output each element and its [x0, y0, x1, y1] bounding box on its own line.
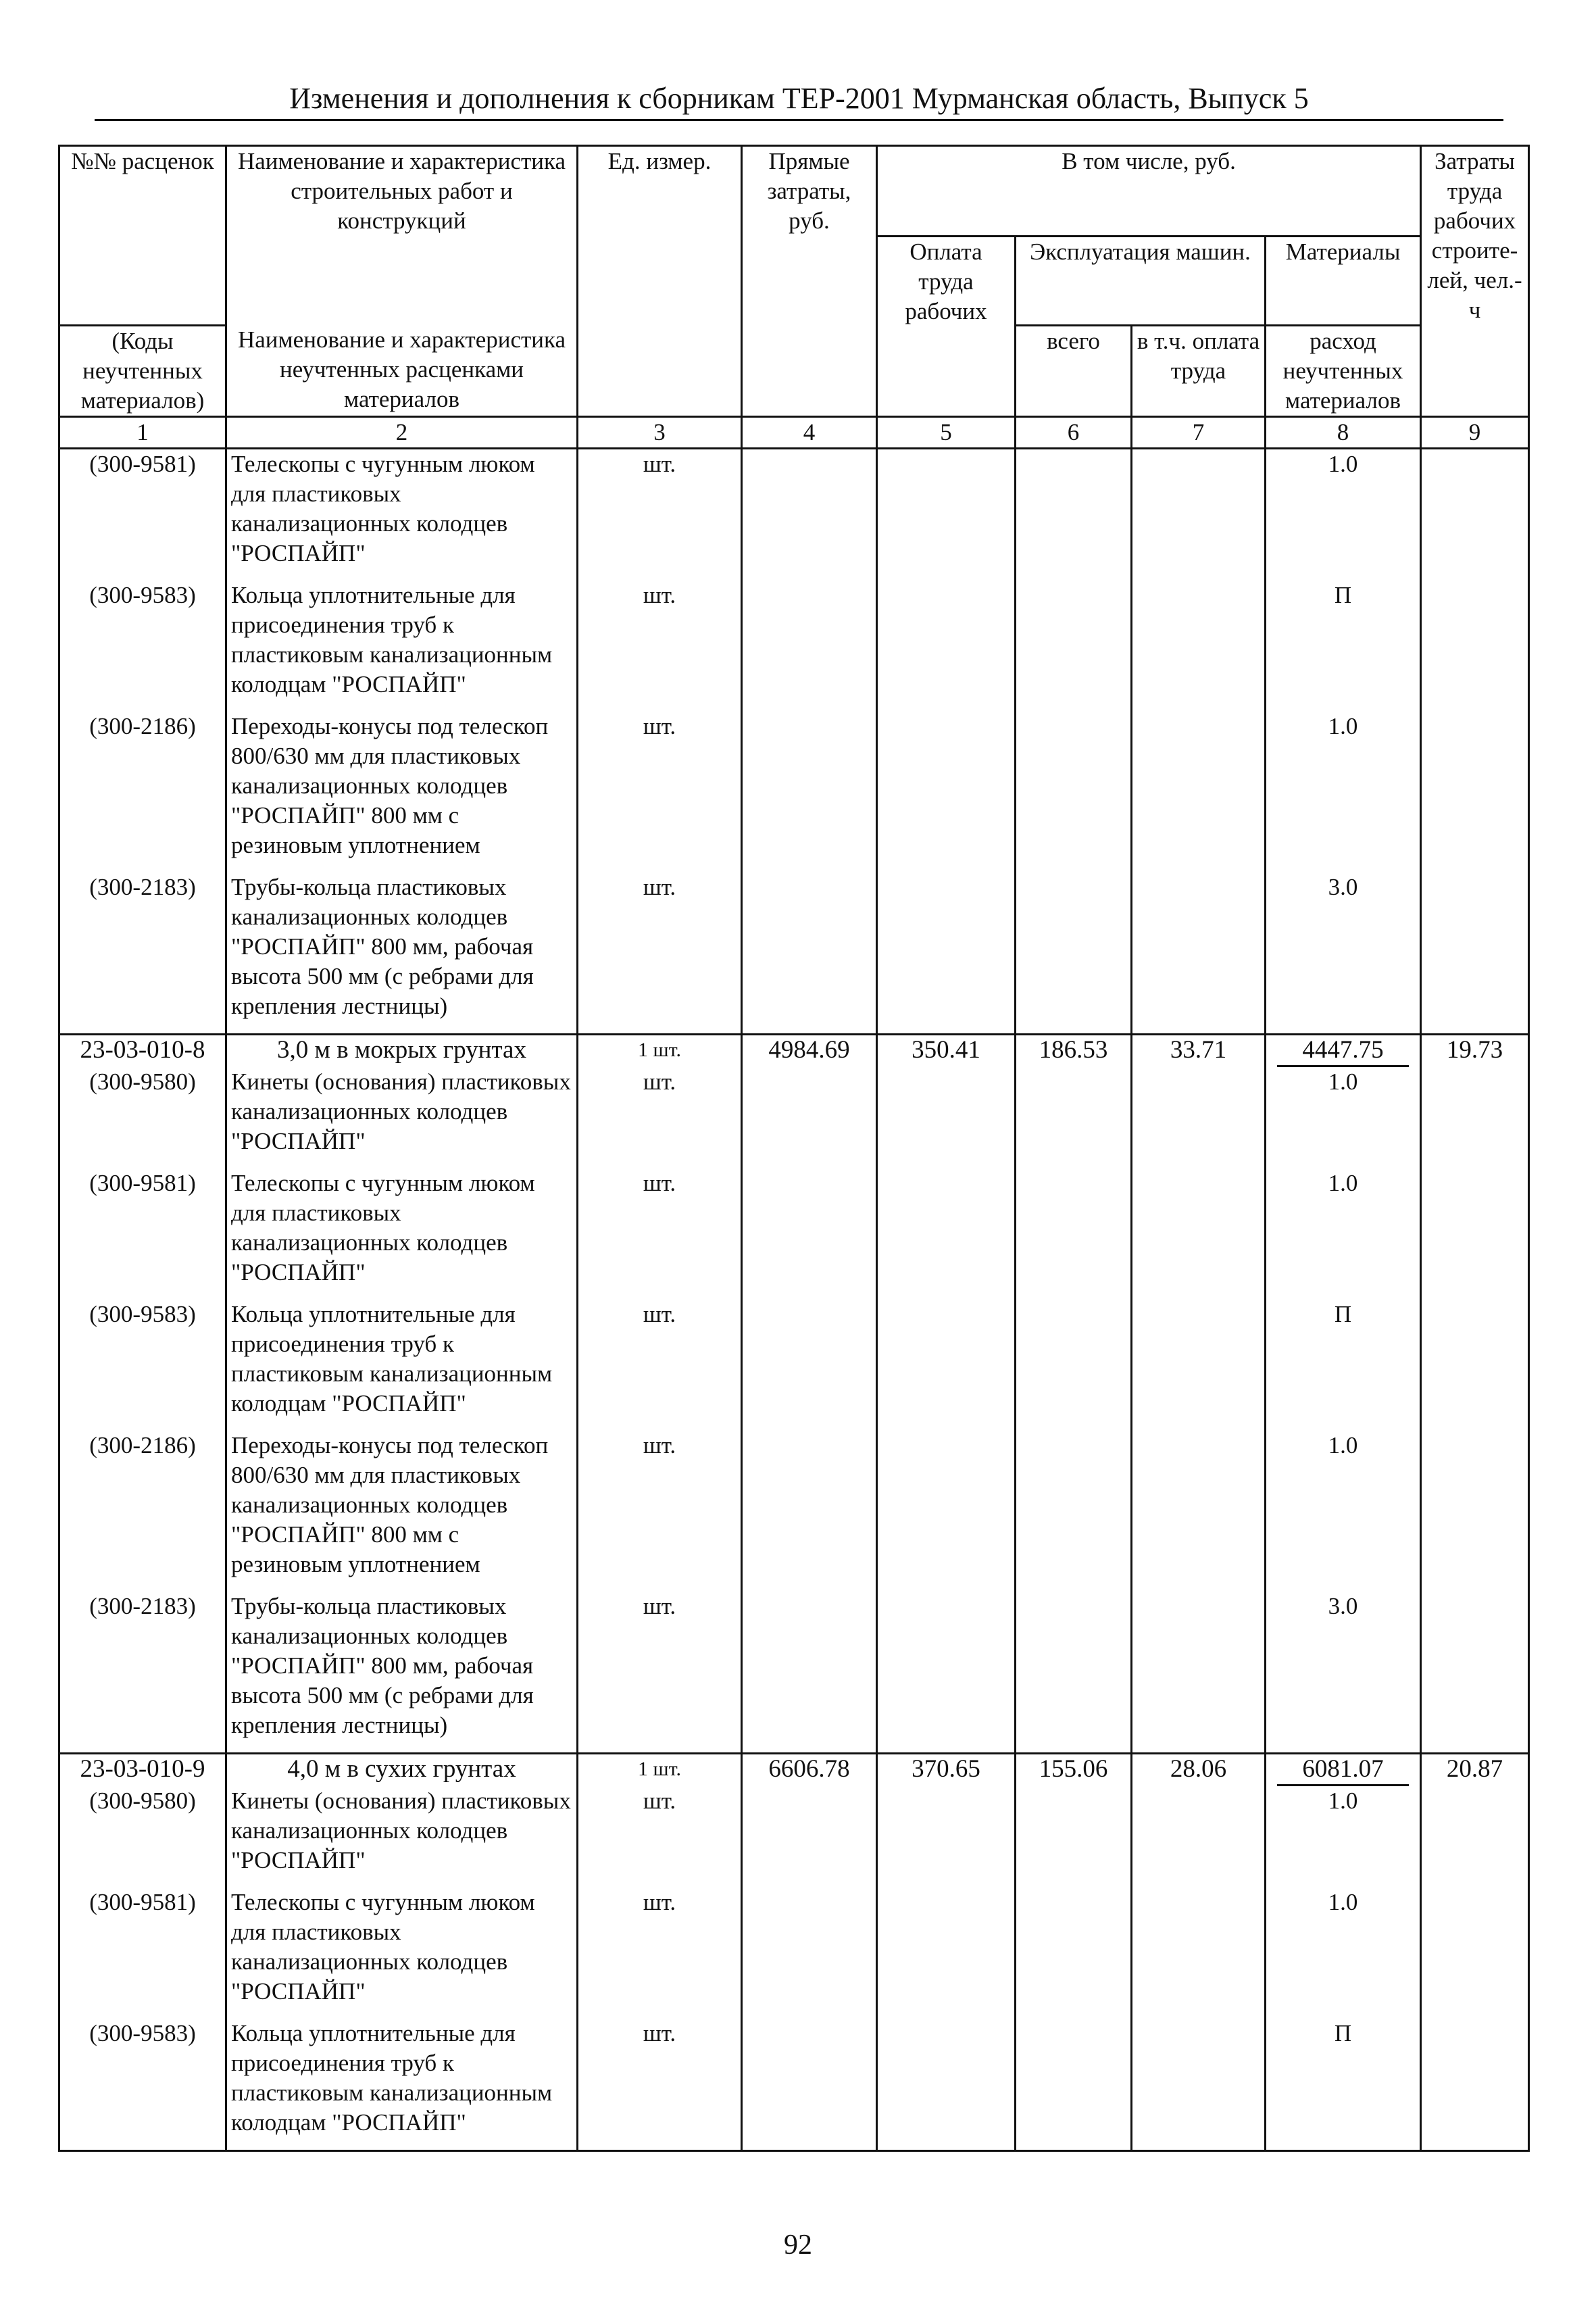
rate-description: Трубы-кольца пластиковых канализационных колодцев "РОСПАЙП" 800 мм, рабочая высота 500 мм (с ребрами для крепления лестницы) [226, 1592, 578, 1754]
rate-code: 23-03-010-8 [59, 1034, 226, 1067]
column-number: 3 [578, 416, 742, 448]
labor-hours-cell [1421, 2019, 1529, 2151]
rate-code: 23-03-010-9 [59, 1753, 226, 1786]
machines-total-cell [1016, 712, 1132, 872]
material-row [59, 581, 1529, 712]
machines-labor-cell [1132, 448, 1266, 581]
labor-cost-cell [877, 2019, 1016, 2151]
column-number: 1 [59, 416, 226, 448]
col-rate-number-header: №№ расценок [59, 146, 226, 237]
rate-description: Телескопы с чугунным люком для пластиковых канализационных колодцев "РОСПАЙП" [226, 1168, 578, 1300]
direct-cost-cell [742, 712, 877, 872]
rate-row [59, 1034, 1529, 1067]
rate-description: Кольца уплотнительные для присоединения труб к пластиковым канализационным колодцам "РОСПАЙП" [226, 1300, 578, 1431]
direct-cost-cell [742, 1786, 877, 1888]
col-group-header: В том числе, руб. [877, 146, 1421, 237]
machines-total-cell [1016, 1067, 1132, 1168]
materials-cell: П [1266, 1300, 1421, 1431]
labor-cost-cell [877, 1300, 1016, 1431]
material-row [59, 448, 1529, 581]
rate-code: (300-9580) [59, 1067, 226, 1168]
machines-total-cell: 155.06 [1016, 1753, 1132, 1786]
direct-cost-cell [742, 1431, 877, 1592]
labor-hours-cell [1421, 581, 1529, 712]
unit-cell: шт. [578, 712, 742, 872]
column-number: 6 [1016, 416, 1132, 448]
labor-hours-cell [1421, 1592, 1529, 1754]
machines-total-cell [1016, 2019, 1132, 2151]
materials-cell: 1.0 [1266, 1168, 1421, 1300]
col-machines-labor-header: в т.ч. оплата труда [1132, 325, 1266, 416]
rate-code: (300-9581) [59, 1888, 226, 2019]
rate-code: (300-2183) [59, 872, 226, 1035]
material-row [59, 1888, 1529, 2019]
machines-labor-cell [1132, 1888, 1266, 2019]
machines-labor-cell [1132, 2019, 1266, 2151]
materials-cell: 1.0 [1266, 1888, 1421, 2019]
materials-total: 6081.07 [1277, 1754, 1409, 1786]
materials-total: 4447.75 [1277, 1035, 1409, 1067]
machines-labor-cell [1132, 1067, 1266, 1168]
col-direct-cost-spacer [742, 325, 877, 416]
machines-total-cell [1016, 1786, 1132, 1888]
material-row [59, 1168, 1529, 1300]
col-work-name-spacer [226, 236, 578, 325]
machines-labor-cell [1132, 1592, 1266, 1754]
column-number: 7 [1132, 416, 1266, 448]
direct-cost-cell: 6606.78 [742, 1753, 877, 1786]
machines-labor-cell: 28.06 [1132, 1753, 1266, 1786]
page-header: Изменения и дополнения к сборникам ТЕР-2001 Мурманская область, Выпуск 5 [289, 82, 1309, 115]
col-work-name-header: Наименование и характеристика строительных работ и конструкций [226, 146, 578, 237]
unit-cell: шт. [578, 1888, 742, 2019]
machines-labor-cell [1132, 712, 1266, 872]
unit-cell: шт. [578, 1431, 742, 1592]
direct-cost-cell [742, 1888, 877, 2019]
column-number: 2 [226, 416, 578, 448]
machines-labor-cell [1132, 581, 1266, 712]
direct-cost-cell [742, 1300, 877, 1431]
machines-total-cell [1016, 1888, 1132, 2019]
unit-cell: шт. [578, 1786, 742, 1888]
col-labor-hours-spacer [1421, 325, 1529, 416]
labor-hours-cell [1421, 1168, 1529, 1300]
column-number: 4 [742, 416, 877, 448]
labor-cost-cell [877, 872, 1016, 1035]
unit-cell: шт. [578, 2019, 742, 2151]
col-direct-cost-header: Прямые затраты, руб. [742, 146, 877, 326]
rate-code: (300-2183) [59, 1592, 226, 1754]
col-material-code-header: (Коды неучтенных материалов) [59, 325, 226, 416]
col-labor-hours-header: Затраты труда рабочих строите-лей, чел.-ч [1421, 146, 1529, 326]
materials-cell [1266, 1753, 1421, 1786]
rate-code: (300-9581) [59, 448, 226, 581]
unit-cell: шт. [578, 448, 742, 581]
labor-hours-cell [1421, 712, 1529, 872]
labor-cost-cell [877, 1786, 1016, 1888]
labor-hours-cell [1421, 1786, 1529, 1888]
machines-total-cell [1016, 581, 1132, 712]
rate-description: Кольца уплотнительные для присоединения труб к пластиковым канализационным колодцам "РОСПАЙП" [226, 2019, 578, 2151]
page-number: 92 [784, 2230, 812, 2261]
material-row [59, 712, 1529, 872]
labor-hours-cell: 19.73 [1421, 1034, 1529, 1067]
material-row [59, 872, 1529, 1035]
materials-cell: П [1266, 2019, 1421, 2151]
labor-cost-cell [877, 581, 1016, 712]
machines-labor-cell [1132, 1786, 1266, 1888]
direct-cost-cell [742, 2019, 877, 2151]
rate-code: (300-2186) [59, 712, 226, 872]
unit-cell: 1 шт. [578, 1034, 742, 1067]
unit-cell: шт. [578, 1067, 742, 1168]
unit-cell: шт. [578, 1168, 742, 1300]
rate-code: (300-9580) [59, 1786, 226, 1888]
direct-cost-cell [742, 581, 877, 712]
material-row [59, 2019, 1529, 2151]
material-row [59, 1592, 1529, 1754]
machines-total-cell [1016, 1592, 1132, 1754]
machines-labor-cell [1132, 1168, 1266, 1300]
col-machines-total-header: всего [1016, 325, 1132, 416]
labor-hours-cell [1421, 1067, 1529, 1168]
direct-cost-cell [742, 1592, 877, 1754]
labor-hours-cell [1421, 872, 1529, 1035]
machines-total-cell [1016, 1431, 1132, 1592]
rate-code: (300-9581) [59, 1168, 226, 1300]
machines-labor-cell [1132, 872, 1266, 1035]
rate-description: Кинеты (основания) пластиковых канализационных колодцев "РОСПАЙП" [226, 1786, 578, 1888]
unit-cell: шт. [578, 1300, 742, 1431]
rate-description: Трубы-кольца пластиковых канализационных колодцев "РОСПАЙП" 800 мм, рабочая высота 500 мм (с ребрами для крепления лестницы) [226, 872, 578, 1035]
col-unit-spacer [578, 325, 742, 416]
direct-cost-cell: 4984.69 [742, 1034, 877, 1067]
labor-cost-cell [877, 1067, 1016, 1168]
rates-table [58, 145, 1530, 2152]
labor-cost-cell [877, 1592, 1016, 1754]
rate-description: Переходы-конусы под телескоп 800/630 мм для пластиковых канализационных колодцев "РОСПАЙП" 800 мм с резиновым уплотнением [226, 1431, 578, 1592]
rate-description: Переходы-конусы под телескоп 800/630 мм для пластиковых канализационных колодцев "РОСПАЙП" 800 мм с резиновым уплотнением [226, 712, 578, 872]
labor-cost-cell [877, 1168, 1016, 1300]
col-materials-header: Материалы [1266, 236, 1421, 325]
labor-cost-cell: 370.65 [877, 1753, 1016, 1786]
rate-description: Телескопы с чугунным люком для пластиковых канализационных колодцев "РОСПАЙП" [226, 1888, 578, 2019]
direct-cost-cell [742, 872, 877, 1035]
material-row [59, 1431, 1529, 1592]
materials-cell: 3.0 [1266, 872, 1421, 1035]
machines-total-cell [1016, 448, 1132, 581]
machines-total-cell [1016, 1168, 1132, 1300]
rate-code: (300-2186) [59, 1431, 226, 1592]
machines-total-cell [1016, 872, 1132, 1035]
machines-labor-cell: 33.71 [1132, 1034, 1266, 1067]
materials-cell: 1.0 [1266, 1067, 1421, 1168]
labor-cost-cell: 350.41 [877, 1034, 1016, 1067]
column-number: 8 [1266, 416, 1421, 448]
labor-hours-cell [1421, 448, 1529, 581]
rate-code: (300-9583) [59, 581, 226, 712]
material-row [59, 1300, 1529, 1431]
materials-cell: 1.0 [1266, 712, 1421, 872]
unit-cell: шт. [578, 581, 742, 712]
header-rule [95, 119, 1503, 121]
unit-cell: 1 шт. [578, 1753, 742, 1786]
col-unit-header: Ед. измер. [578, 146, 742, 326]
materials-cell: П [1266, 581, 1421, 712]
rate-description: 3,0 м в мокрых грунтах [226, 1034, 578, 1067]
materials-cell: 1.0 [1266, 1431, 1421, 1592]
labor-hours-cell [1421, 1431, 1529, 1592]
material-row [59, 1786, 1529, 1888]
col-machines-header: Эксплуатация машин. [1016, 236, 1266, 325]
direct-cost-cell [742, 1168, 877, 1300]
materials-cell: 1.0 [1266, 448, 1421, 581]
labor-hours-cell: 20.87 [1421, 1753, 1529, 1786]
labor-cost-cell [877, 1888, 1016, 2019]
unit-cell: шт. [578, 872, 742, 1035]
materials-cell: 3.0 [1266, 1592, 1421, 1754]
machines-total-cell [1016, 1300, 1132, 1431]
rate-description: Телескопы с чугунным люком для пластиковых канализационных колодцев "РОСПАЙП" [226, 448, 578, 581]
rate-code: (300-9583) [59, 1300, 226, 1431]
unit-cell: шт. [578, 1592, 742, 1754]
machines-labor-cell [1132, 1431, 1266, 1592]
table-header [59, 146, 1529, 449]
rate-description: Кинеты (основания) пластиковых канализационных колодцев "РОСПАЙП" [226, 1067, 578, 1168]
labor-cost-cell [877, 1431, 1016, 1592]
rate-code: (300-9583) [59, 2019, 226, 2151]
col-rate-number-spacer [59, 236, 226, 325]
machines-total-cell: 186.53 [1016, 1034, 1132, 1067]
col-material-consumption-header: расход неучтенных материалов [1266, 325, 1421, 416]
labor-hours-cell [1421, 1888, 1529, 2019]
table-body [59, 448, 1529, 2150]
rate-row [59, 1753, 1529, 1786]
col-labor-header: Оплата труда рабочих [877, 236, 1016, 416]
direct-cost-cell [742, 448, 877, 581]
labor-hours-cell [1421, 1300, 1529, 1431]
col-material-name-header: Наименование и характеристика неучтенных расценками материалов [226, 325, 578, 416]
labor-cost-cell [877, 712, 1016, 872]
column-number: 9 [1421, 416, 1529, 448]
direct-cost-cell [742, 1067, 877, 1168]
rate-description: 4,0 м в сухих грунтах [226, 1753, 578, 1786]
materials-cell: 1.0 [1266, 1786, 1421, 1888]
material-row [59, 1067, 1529, 1168]
column-number: 5 [877, 416, 1016, 448]
labor-cost-cell [877, 448, 1016, 581]
machines-labor-cell [1132, 1300, 1266, 1431]
column-numbers-row [59, 416, 1529, 448]
rate-description: Кольца уплотнительные для присоединения труб к пластиковым канализационным колодцам "РОСПАЙП" [226, 581, 578, 712]
materials-cell [1266, 1034, 1421, 1067]
